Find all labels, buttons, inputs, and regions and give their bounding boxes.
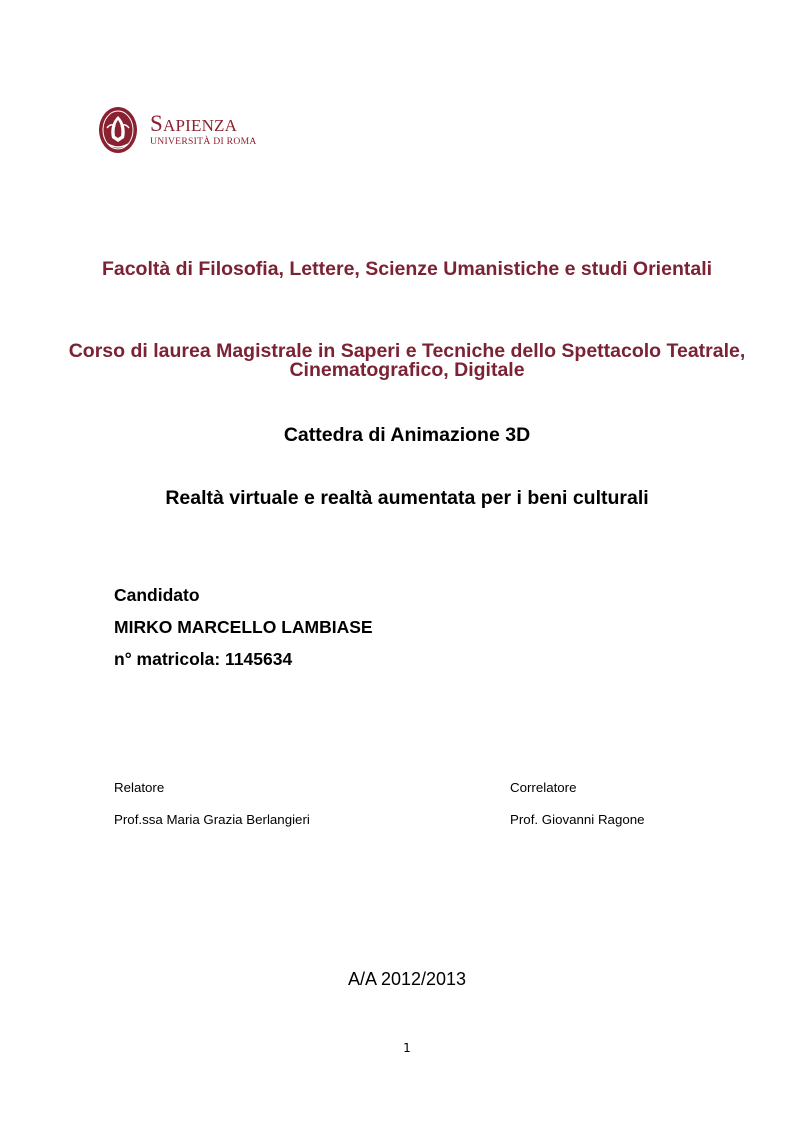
- candidate-label: Candidato: [114, 585, 200, 605]
- co-advisor-name: Prof. Giovanni Ragone: [510, 812, 645, 827]
- chair-heading: Cattedra di Animazione 3D: [283, 424, 531, 446]
- faculty-heading: Facoltà di Filosofia, Lettere, Scienze Umanistiche e studi Orientali: [101, 258, 713, 280]
- university-logo: [98, 106, 268, 156]
- co-advisor-label: Correlatore: [510, 780, 577, 795]
- university-name: SAPIENZA: [150, 111, 238, 136]
- academic-year: A/A 2012/2013: [347, 969, 467, 989]
- university-name-rest: APIENZA: [163, 116, 238, 135]
- university-subtitle: UNIVERSITÀ DI ROMA: [150, 136, 257, 147]
- advisor-label: Relatore: [114, 780, 165, 795]
- sapienza-seal-icon: [98, 106, 138, 154]
- course-heading: Corso di laurea Magistrale in Saperi e Tecniche dello Spettacolo Teatrale, Cinematografico, Digitale: [68, 340, 746, 381]
- page-number: 1: [403, 1041, 411, 1055]
- candidate-matricola: n° matricola: 1145634: [114, 649, 293, 669]
- thesis-title: Realtà virtuale e realtà aumentata per i beni culturali: [165, 487, 649, 509]
- advisor-name: Prof.ssa Maria Grazia Berlangieri: [114, 812, 310, 827]
- candidate-name: MIRKO MARCELLO LAMBIASE: [114, 617, 373, 637]
